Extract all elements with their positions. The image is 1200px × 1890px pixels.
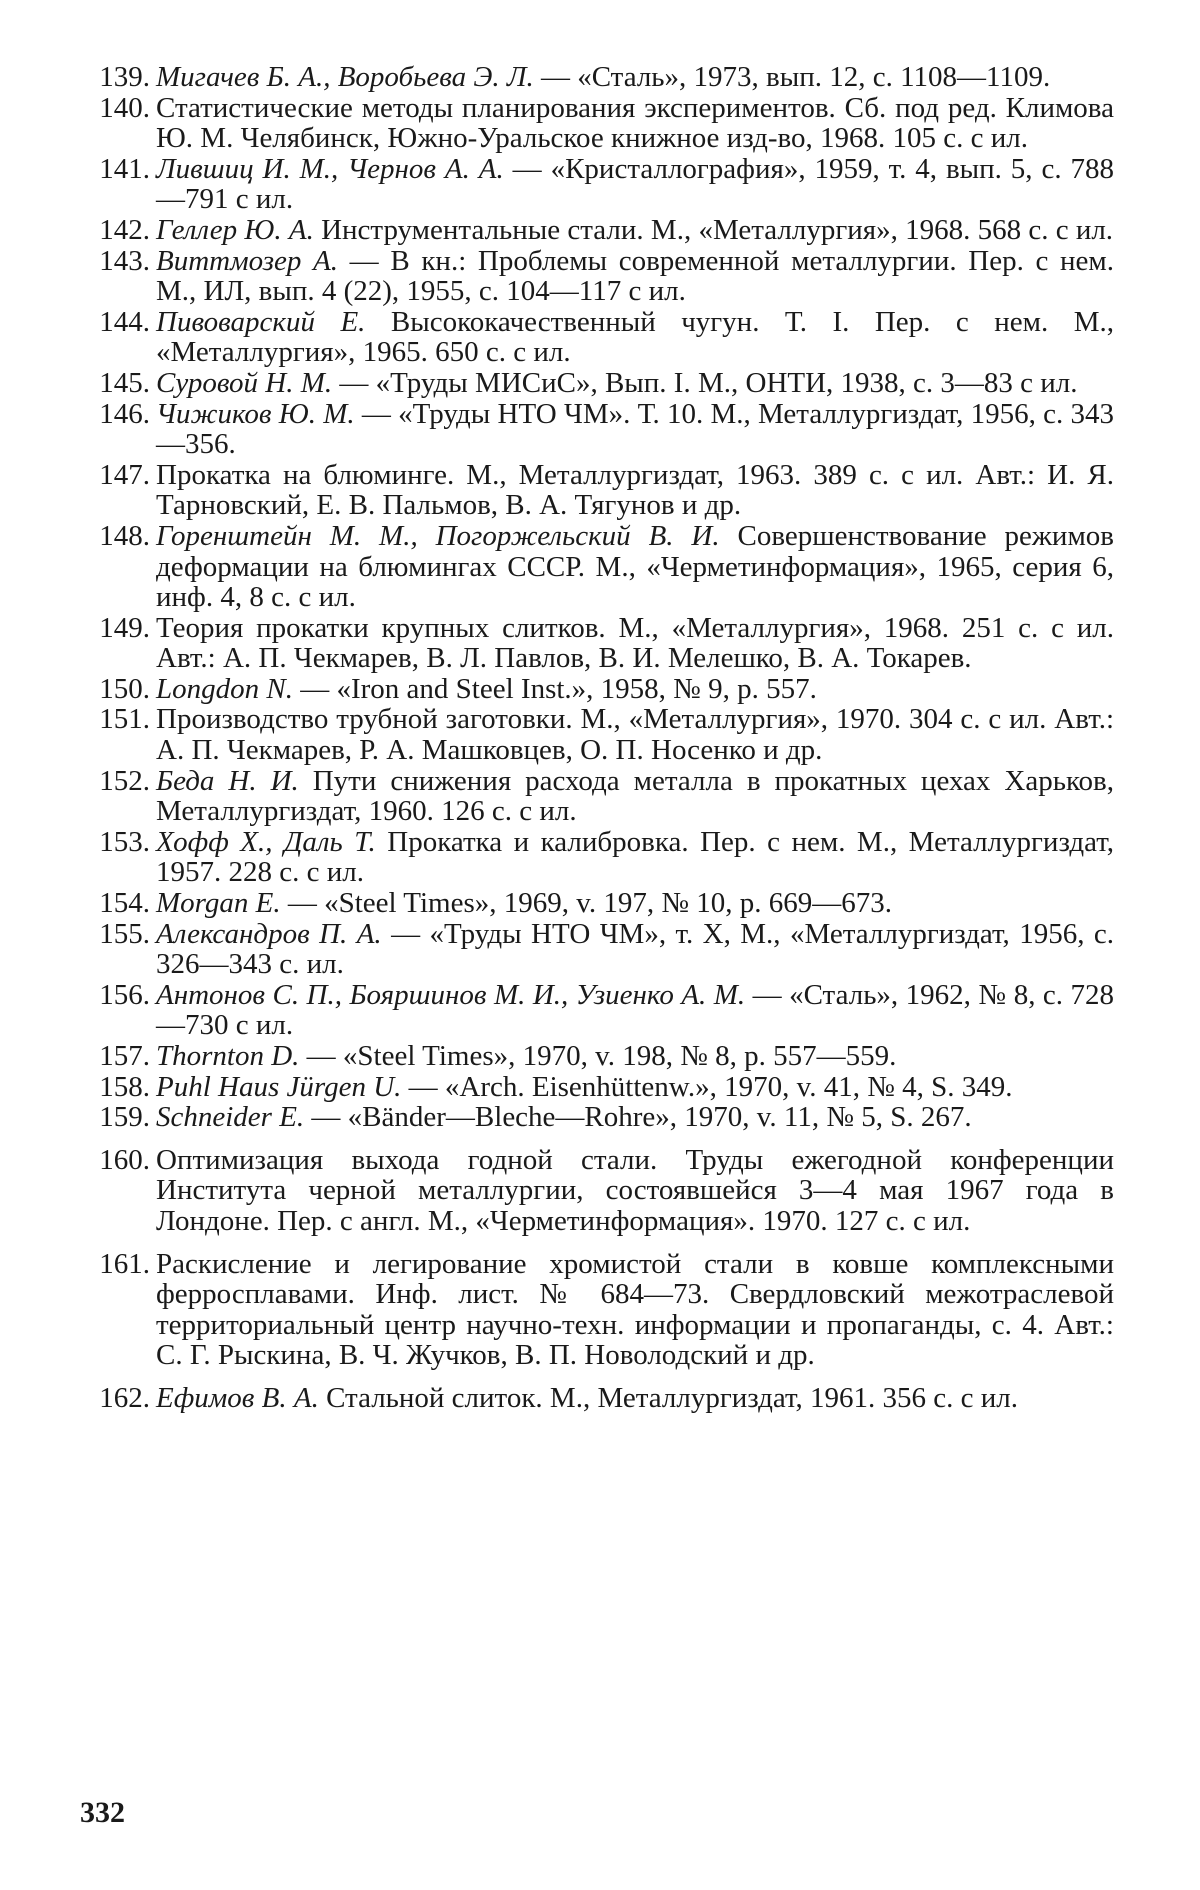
reference-text: Раскисление и легирование хромистой стали в ковше комплексными ферросплавами. Инф. лист. № 684—73. Свердловский межотраслевой территориальный центр научно-техн. информации и пропаганды, с. 4. Авт.: С. Г. Рыскина, В. Ч. Жучков, В. П. Новолодский и др. [156,1247,1114,1372]
reference-text: Пути снижения расхода металла в прокатных цехах Харьков, Металлургиздат, 1960. 126 с. с ил. [156,764,1115,828]
reference-text: Производство трубной заготовки. М., «Металлургия», 1970. 304 с. с ил. Авт.: А. П. Чекмарев, Р. А. Машковцев, О. П. Носенко и др. [156,703,1114,767]
reference-text: Высококачественный чугун. Т. I. Пер. с нем. М., «Металлургия», 1965. 650 с. с ил. [156,305,1114,369]
reference-text: Совершенствование режимов деформации на блюмингах СССР. М., «Черметинформация», 1965, серия 6, инф. 4, 8 с. с ил. [156,519,1114,614]
reference-author: Longdon N. [156,672,293,705]
reference-item [74,246,1114,307]
reference-item [74,399,1114,460]
reference-item [74,215,1114,246]
reference-text: Оптимизация выхода годной стали. Труды ежегодной конференции Института черной металлургии, состоявшейся 3—4 мая 1967 года в Лондоне. Пер. с англ. М., «Черметинформация». 1970. 127 с. с ил. [156,1143,1114,1237]
reference-number: 162. [99,1381,150,1414]
reference-text: — «Arch. Eisenhüttenw.», 1970, v. 41, № 4, S. 349. [401,1070,1013,1103]
reference-item [74,613,1114,674]
reference-number: 149. [99,611,150,644]
reference-item [74,674,1114,705]
reference-list [74,62,1114,1414]
reference-item [74,1145,1114,1237]
reference-author: Puhl Haus Jürgen U. [156,1070,402,1103]
reference-item [74,521,1114,613]
reference-number: 152. [99,764,150,797]
reference-text: — «Bänder—Bleche—Rohre», 1970, v. 11, № 5, S. 267. [304,1101,972,1134]
reference-item [74,93,1114,154]
reference-text: Прокатка на блюминге. М., Металлургиздат, 1963. 389 с. с ил. Авт.: И. Я. Тарновский, Е. В. Пальмов, В. А. Тягунов и др. [156,458,1114,522]
reference-item [74,1072,1114,1103]
reference-item [74,980,1114,1041]
reference-author: Антонов С. П., Бояршинов М. И., Узиенко А. М. [156,978,746,1011]
reference-number: 158. [99,1070,150,1103]
reference-text: — «Сталь», 1973, вып. 12, с. 1108—1109. [533,61,1051,93]
reference-text: — «Кристаллография», 1959, т. 4, вып. 5, с. 788—791 с ил. [156,152,1114,216]
reference-text: — В кн.: Проблемы современной металлургии. Пер. с нем. М., ИЛ, вып. 4 (22), 1955, с. 104—117 с ил. [156,244,1114,308]
reference-number: 139. [99,61,150,93]
reference-number: 147. [99,458,150,491]
reference-item [74,460,1114,521]
reference-item [74,1249,1114,1371]
reference-number: 140. [99,91,150,124]
reference-author: Пивоварский Е. [156,305,366,338]
reference-text: Инструментальные стали. М., «Металлургия», 1968. 568 с. с ил. [313,213,1114,246]
reference-item [74,307,1114,368]
reference-text: Теория прокатки крупных слитков. М., «Металлургия», 1968. 251 с. с ил. Авт.: А. П. Чекмарев, В. Л. Павлов, В. И. Мелешко, В. А. Токарев. [156,611,1114,675]
reference-number: 150. [99,672,150,705]
reference-item [74,704,1114,765]
reference-author: Schneider E. [156,1101,305,1134]
reference-item [74,766,1114,827]
reference-author: Мигачев Б. А., Воробьева Э. Л. [156,61,534,93]
reference-author: Лившиц И. М., Чернов А. А. [156,152,504,185]
reference-number: 153. [99,825,150,858]
reference-text: — «Труды НТО ЧМ», т. X, М., «Металлургиздат, 1956, с. 326—343 с. ил. [156,917,1114,981]
reference-author: Чижиков Ю. М. [156,397,355,430]
reference-text: — «Steel Times», 1969, v. 197, № 10, p. 669—673. [280,887,893,920]
reference-number: 159. [99,1101,150,1134]
reference-item [74,368,1114,399]
reference-author: Виттмозер А. [156,244,339,277]
reference-number: 143. [99,244,150,277]
reference-author: Thornton D. [156,1040,300,1072]
reference-number: 144. [99,305,150,338]
reference-number: 155. [99,917,150,950]
reference-number: 146. [99,397,150,430]
reference-text: — «Steel Times», 1970, v. 198, № 8, p. 557—559. [299,1040,897,1072]
reference-number: 156. [99,978,150,1011]
reference-item [74,154,1114,215]
reference-item [74,1383,1114,1414]
reference-text: — «Iron and Steel Inst.», 1958, № 9, p. 557. [292,672,817,705]
reference-author: Горенштейн М. М., Погоржельский В. И. [156,519,720,552]
page-number: 332 [80,1796,125,1829]
reference-number: 148. [99,519,150,552]
reference-number: 161. [99,1247,150,1280]
reference-text: — «Труды МИСиС», Вып. I. М., ОНТИ, 1938, с. 3—83 с ил. [332,366,1078,399]
reference-author: Беда Н. И. [156,764,299,797]
reference-text: Прокатка и калибровка. Пер. с нем. М., Металлургиздат, 1957. 228 с. с ил. [156,825,1114,889]
reference-item [74,919,1114,980]
reference-author: Хофф Х., Даль Т. [156,825,376,858]
reference-item [74,1102,1114,1133]
reference-item [74,62,1114,93]
reference-text: Статистические методы планирования экспериментов. Сб. под ред. Климова Ю. М. Челябинск, Южно-Уральское книжное изд-во, 1968. 105 с. с ил. [156,91,1114,155]
reference-text: — «Труды НТО ЧМ». Т. 10. М., Металлургиздат, 1956, с. 343—356. [156,397,1115,461]
reference-author: Геллер Ю. А. [156,213,314,246]
reference-number: 142. [99,213,150,246]
reference-author: Суровой Н. М. [156,366,333,399]
reference-number: 145. [99,366,150,399]
reference-item [74,827,1114,888]
reference-number: 141. [99,152,150,185]
reference-number: 157. [99,1040,150,1072]
reference-item [74,888,1114,919]
reference-number: 154. [99,887,150,920]
reference-author: Ефимов В. А. [156,1381,319,1414]
reference-author: Александров П. А. [156,917,382,950]
reference-text: Стальной слиток. М., Металлургиздат, 1961. 356 с. с ил. [318,1381,1019,1414]
reference-item [74,1041,1114,1072]
reference-number: 151. [99,703,150,736]
reference-author: Morgan E. [156,887,281,920]
reference-text: — «Сталь», 1962, № 8, с. 728—730 с ил. [156,978,1114,1042]
reference-number: 160. [99,1143,150,1176]
